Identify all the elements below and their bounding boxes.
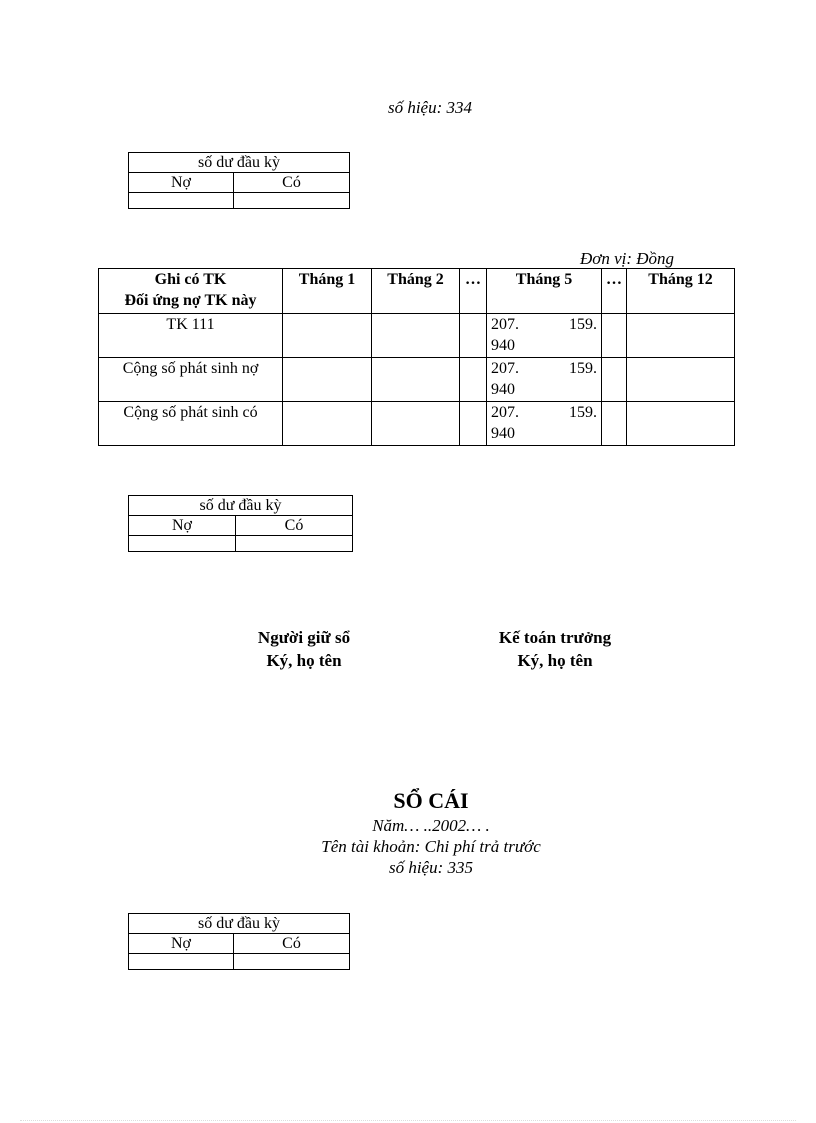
month5-value: 207. 159. 940: [487, 314, 602, 358]
credit-header: Có: [236, 516, 353, 536]
month2-header: Tháng 2: [372, 269, 460, 314]
ellipsis-header-2: …: [602, 269, 627, 314]
page-bottom-divider: [20, 1120, 796, 1121]
credit-header: Có: [234, 173, 350, 193]
credit-cell: [234, 193, 350, 209]
ellipsis-header-1: …: [460, 269, 487, 314]
table-row: [99, 314, 735, 358]
signature-bookkeeper: [204, 626, 404, 672]
bookkeeper-sub: Ký, họ tên: [266, 651, 342, 670]
opening-balance-title: số dư đầu kỳ: [129, 153, 350, 173]
credit-header: Có: [234, 934, 350, 954]
debit-header: Nợ: [129, 934, 234, 954]
debit-cell: [129, 536, 236, 552]
bookkeeper-title: Người giữ sổ: [257, 628, 351, 647]
debit-header: Nợ: [129, 173, 234, 193]
account-header-line1: Ghi có TK: [154, 271, 227, 288]
table-row: [99, 402, 735, 446]
account-name-line: Tên tài khoản: Chi phí trả trước: [321, 837, 541, 856]
ledger-title: SỔ CÁI: [393, 788, 469, 813]
signature-chief-accountant: [455, 626, 655, 672]
account-header-line2: Đối ứng nợ TK này: [124, 292, 257, 309]
month5-value: 207. 159. 940: [487, 358, 602, 402]
closing-balance-title: số dư đầu kỳ: [129, 496, 353, 516]
debit-cell: [129, 954, 234, 970]
debit-cell: [129, 193, 234, 209]
credit-cell: [234, 954, 350, 970]
closing-balance-table: [128, 495, 353, 552]
so-hieu-334: số hiệu: 334: [387, 98, 473, 117]
month12-header: Tháng 12: [627, 269, 735, 314]
ledger-table: [98, 268, 735, 446]
account-header: [99, 269, 283, 314]
row-label: Cộng số phát sinh nợ: [99, 358, 283, 402]
year-line: Năm… ..2002… .: [372, 816, 490, 835]
so-hieu-335: số hiệu: 335: [388, 858, 474, 877]
debit-header: Nợ: [129, 516, 236, 536]
opening-balance-title: số dư đầu kỳ: [129, 914, 350, 934]
month5-value: 207. 159. 940: [487, 402, 602, 446]
unit-label: Đơn vị: Đồng: [580, 249, 675, 268]
table-row: [99, 358, 735, 402]
opening-balance-table-1: [128, 152, 350, 209]
chief-accountant-title: Kế toán trưởng: [498, 628, 612, 647]
month1-header: Tháng 1: [283, 269, 372, 314]
chief-accountant-sub: Ký, họ tên: [517, 651, 593, 670]
ledger-header-row: [99, 269, 735, 314]
credit-cell: [236, 536, 353, 552]
opening-balance-table-2: [128, 913, 350, 970]
month5-header: Tháng 5: [487, 269, 602, 314]
row-label: Cộng số phát sinh có: [99, 402, 283, 446]
row-label: TK 111: [99, 314, 283, 358]
